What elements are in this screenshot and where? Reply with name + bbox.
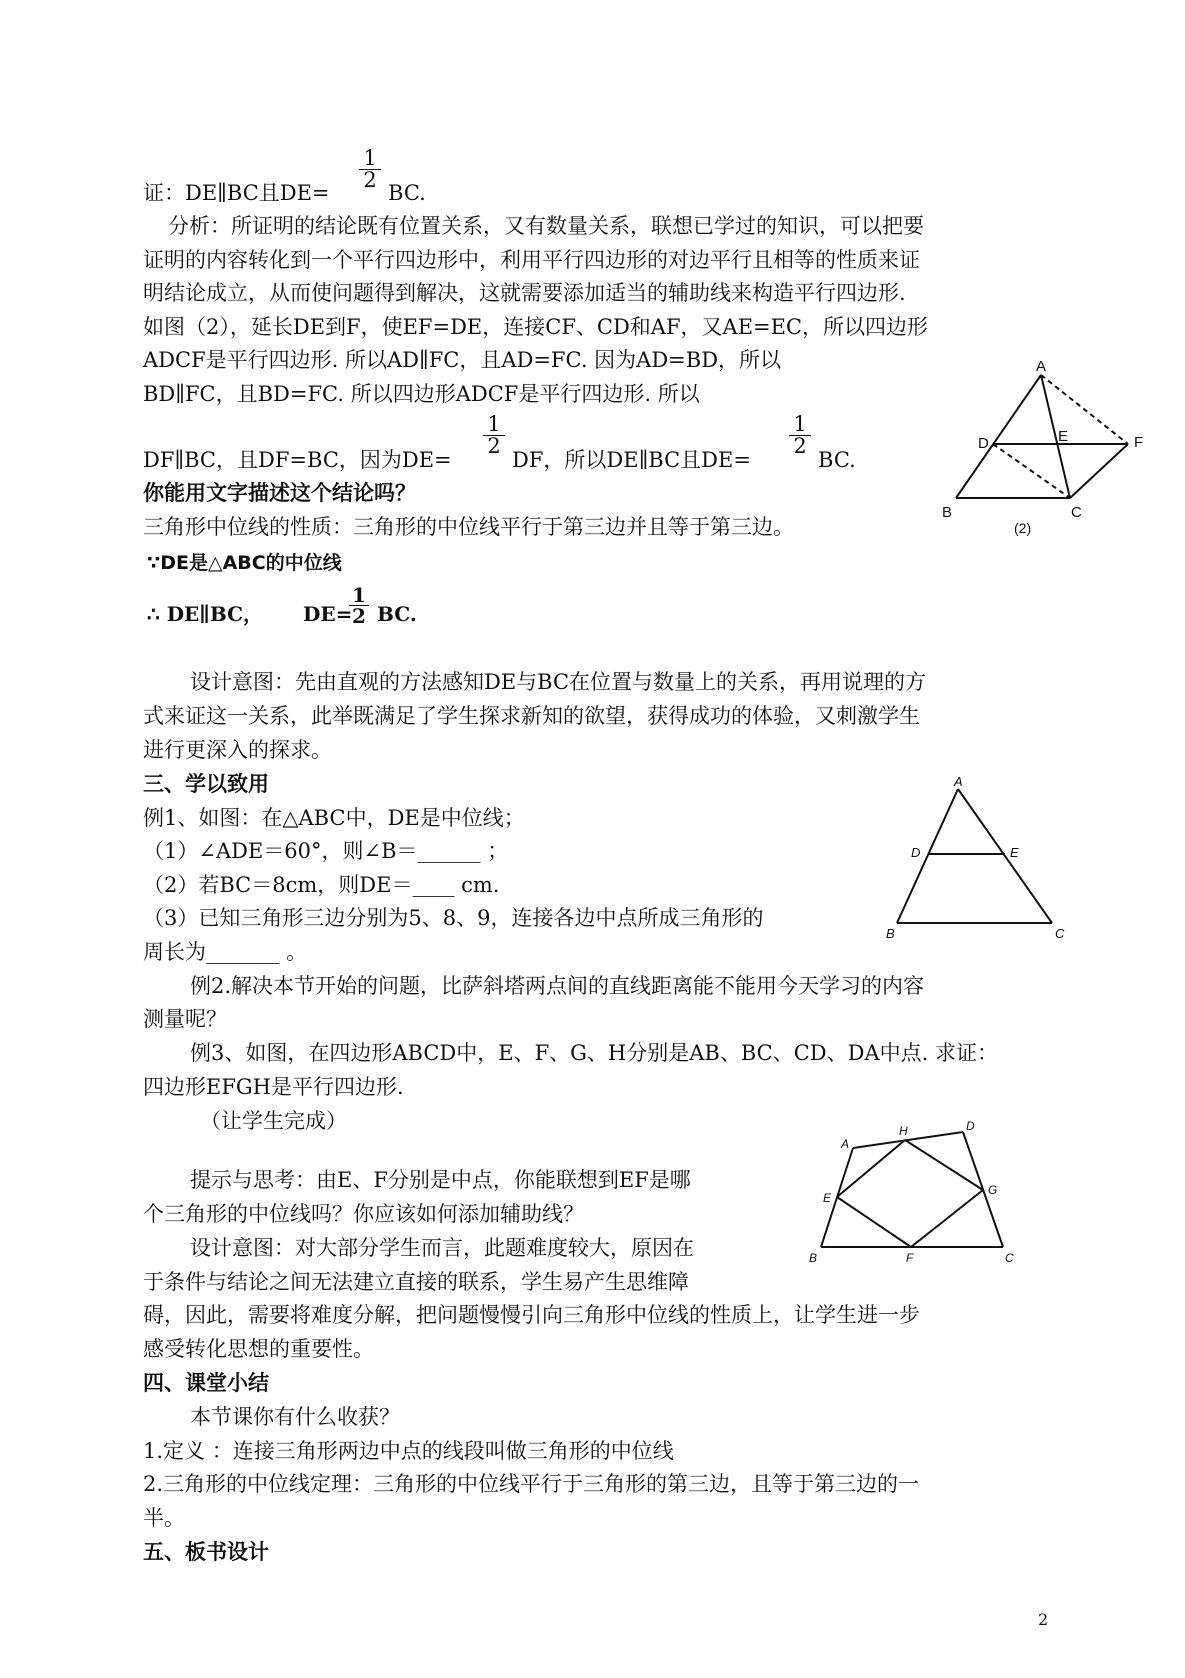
point-label-b: B — [809, 1251, 818, 1265]
fraction-half — [359, 148, 381, 191]
example-3-line-1: 例3、如图，在四边形ABCD中，E、F、G、H分别是AB、BC、CD、DA中点. 求证： — [190, 1041, 998, 1065]
segment-ab — [897, 789, 958, 923]
point-label-c: C — [1055, 926, 1065, 941]
summary-question: 本节课你有什么收获？ — [190, 1405, 400, 1429]
segment-ab — [956, 375, 1041, 498]
point-label-c: C — [1005, 1251, 1014, 1265]
fraction-numerator: 1 — [352, 583, 366, 607]
example-3-line-2: 四边形EFGH是平行四边形. — [143, 1075, 404, 1099]
point-label-d: D — [966, 1120, 975, 1133]
design-intent-2-line-1: 设计意图：对大部分学生而言，此题难度较大，原因在 — [190, 1236, 694, 1260]
analysis-line-1: 分析：所证明的结论既有位置关系，又有数量关系，联想已学过的知识，可以把要 — [168, 214, 924, 238]
section-5-heading: 五、板书设计 — [143, 1540, 269, 1564]
point-label-a: A — [841, 1137, 850, 1151]
example-1-line-2: （1）∠ADE＝60°，则∠B＝______ ； — [143, 839, 509, 863]
therefore-bc: BC. — [377, 602, 417, 626]
point-label-h: H — [899, 1124, 908, 1138]
segment-cf — [1070, 444, 1128, 498]
example-2-line-2: 测量呢？ — [143, 1007, 227, 1031]
example-2-line-1: 例2.解决本节开始的问题，比萨斜塔两点间的直线距离能不能用今天学习的内容 — [190, 974, 925, 998]
design-intent-2-line-4: 感受转化思想的重要性。 — [143, 1337, 374, 1361]
section-4-heading: 四、课堂小结 — [143, 1371, 269, 1395]
question-heading: 你能用文字描述这个结论吗？ — [143, 481, 416, 505]
midline-property: 三角形中位线的性质：三角形的中位线平行于第三边并且等于第三边。 — [143, 515, 794, 539]
analysis-line-5: ADCF是平行四边形. 所以AD∥FC，且AD=FC. 因为AD=BD，所以 — [143, 348, 782, 372]
proof-statement-end: BC. — [388, 181, 426, 205]
page-number: 2 — [1038, 1610, 1049, 1629]
segment-ad — [853, 1132, 963, 1148]
analysis-line-6: BD∥FC，且BD=FC. 所以四边形ADCF是平行四边形. 所以 — [143, 382, 700, 406]
hint-line-2: 个三角形的中位线吗？你应该如何添加辅助线？ — [143, 1202, 584, 1226]
analysis-line-3: 明结论成立，从而使问题得到解决，这就需要添加适当的辅助线来构造平行四边形. — [143, 281, 906, 305]
proof-statement: 证：DE∥BC且DE= — [143, 181, 330, 205]
figure-2-parallelogram — [928, 355, 1148, 537]
fraction-half — [483, 414, 505, 457]
design-intent-2-line-2: 于条件与结论之间无法建立直接的联系，学生易产生思维障 — [143, 1270, 689, 1294]
example-1-line-3: （2）若BC＝8cm，则DE＝____ cm. — [143, 873, 500, 897]
segment-gf — [911, 1190, 983, 1247]
design-intent-2-line-3: 碍，因此，需要将难度分解，把问题慢慢引向三角形中位线的性质上，让学生进一步 — [143, 1303, 920, 1327]
fraction-denominator: 2 — [359, 169, 381, 191]
point-label-a: A — [1036, 358, 1047, 375]
point-label-f: F — [906, 1251, 914, 1265]
therefore-de: DE= — [303, 602, 353, 626]
point-label-a: A — [954, 775, 963, 789]
segment-hg — [905, 1140, 983, 1190]
section-3-heading: 三、学以致用 — [143, 772, 269, 796]
point-label-g: G — [988, 1183, 998, 1197]
segment-fe — [837, 1197, 911, 1247]
point-label-b: B — [886, 926, 895, 941]
because-statement: ∵DE是△ABC的中位线 — [147, 552, 342, 574]
design-intent-1-line-2: 式来证这一关系，此举既满足了学生探求新知的欲望，获得成功的体验，又刺激学生 — [143, 704, 920, 728]
analysis-line-7b: DF，所以DE∥BC且DE= — [512, 448, 751, 472]
summary-point-2-cont: 半。 — [143, 1506, 185, 1530]
point-label-f: F — [1134, 434, 1144, 451]
figure-caption: (2) — [1014, 520, 1032, 536]
example-1-line-4: （3）已知三角形三边分别为5、8、9，连接各边中点所成三角形的 — [143, 906, 764, 930]
summary-point-2: 2.三角形的中位线定理：三角形的中位线平行于三角形的第三边，且等于第三边的一 — [143, 1472, 920, 1496]
fraction-half — [349, 585, 369, 626]
fraction-denominator: 2 — [789, 435, 811, 457]
fraction-numerator: 1 — [363, 146, 377, 170]
point-label-e: E — [823, 1191, 832, 1205]
hint-line-1: 提示与思考：由E、F分别是中点，你能联想到EF是哪 — [190, 1168, 691, 1192]
fraction-numerator: 1 — [793, 412, 807, 436]
example-1-line-5: 周长为_______ 。 — [143, 940, 308, 964]
analysis-line-7a: DF∥BC，且DF=BC，因为DE= — [143, 448, 452, 472]
point-label-e: E — [1010, 845, 1019, 860]
example-1-line-1: 例1、如图：在△ABC中，DE是中位线； — [143, 806, 525, 830]
analysis-line-4: 如图（2），延长DE到F，使EF=DE，连接CF、CD和AF，又AE=EC，所以四边形 — [143, 315, 929, 339]
point-label-e: E — [1058, 428, 1069, 445]
design-intent-1-line-3: 进行更深入的探求。 — [143, 738, 332, 762]
analysis-line-7c: BC. — [818, 448, 856, 472]
analysis-line-2: 证明的内容转化到一个平行四边形中，利用平行四边形的对边平行且相等的性质来证 — [143, 248, 920, 272]
design-intent-1-line-1: 设计意图：先由直观的方法感知DE与BC在位置与数量上的关系，再用说理的方 — [190, 670, 927, 694]
point-label-d: D — [978, 435, 989, 452]
fraction-numerator: 1 — [487, 412, 501, 436]
fraction-half — [789, 414, 811, 457]
point-label-c: C — [1071, 504, 1082, 521]
fraction-denominator: 2 — [349, 605, 369, 626]
fraction-denominator: 2 — [483, 435, 505, 457]
segment-ac — [958, 789, 1052, 923]
figure-triangle-abc — [880, 775, 1080, 950]
summary-point-1: 1.定义 ：连接三角形两边中点的线段叫做三角形的中位线 — [143, 1439, 674, 1463]
figure-quadrilateral-abcd — [805, 1120, 1030, 1270]
point-label-b: B — [942, 504, 953, 521]
therefore-statement: ∴ DE∥BC， — [147, 602, 264, 626]
example-3-line-3: （让学生完成） — [200, 1109, 347, 1133]
point-label-d: D — [911, 845, 921, 860]
